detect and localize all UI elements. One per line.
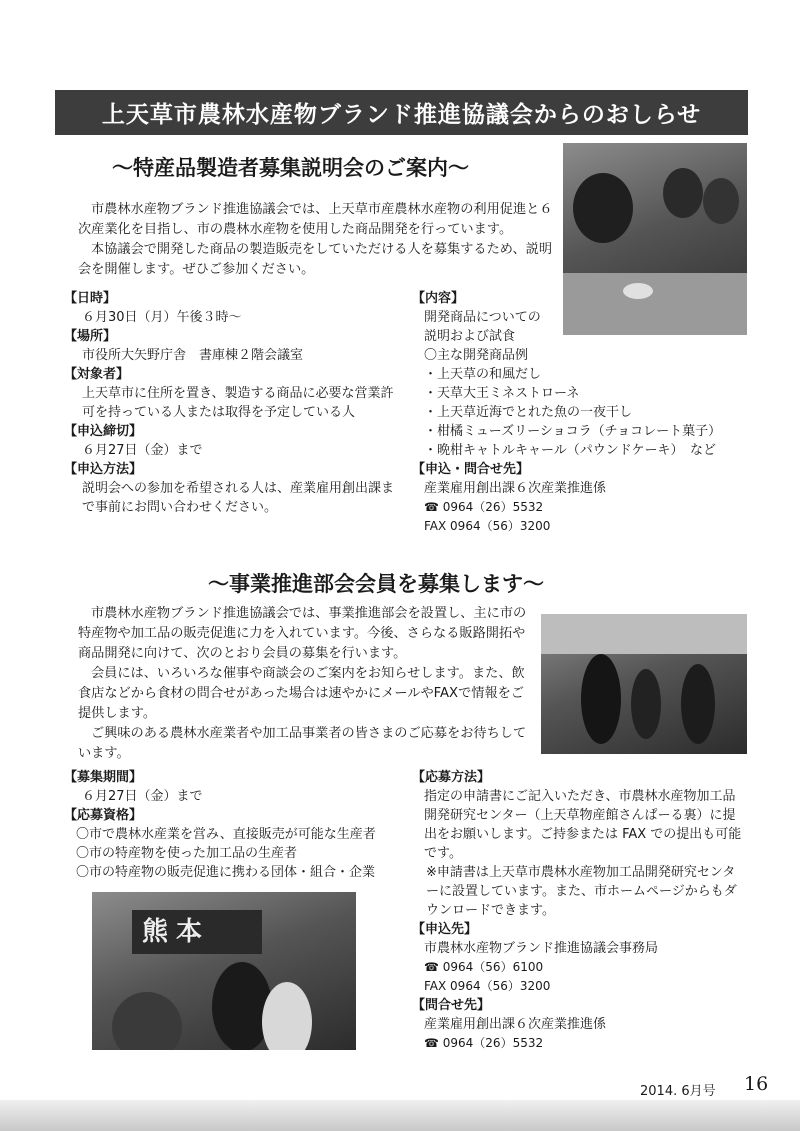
- footer-bar: [0, 1100, 800, 1131]
- section2-right-details: [412, 768, 742, 1053]
- photo-business-meeting: [541, 614, 747, 754]
- section1-intro-p2: 本協議会で開発した商品の製造販売をしていただける人を募集するため、説明会を開催します。ぜひご参加ください。: [78, 242, 553, 277]
- deadline-value: ６月27日（金）まで: [82, 443, 203, 458]
- target-heading: 【対象者】: [64, 367, 130, 382]
- product-item: ・上天草近海でとれた魚の一夜干し: [424, 405, 633, 420]
- content-heading: 【内容】: [412, 291, 465, 306]
- section1-intro-p1: 市農林水産物ブランド推進協議会では、上天草市産農林水産物の利用促進と６次産業化を目指し、市の農林水産物を使用した商品開発を行っています。: [78, 202, 553, 237]
- page-number: 16: [744, 1073, 769, 1095]
- period-value: ６月27日（金）まで: [82, 789, 203, 804]
- deadline-heading: 【申込締切】: [64, 424, 143, 439]
- apply-note: ※申請書は上天草市農林水産物加工品開発研究センターに設置しています。また、市ホームページからもダウンロードできます。: [426, 865, 737, 918]
- qualification-heading: 【応募資格】: [64, 808, 143, 823]
- section1-right-details: [412, 289, 742, 536]
- product-item: ・上天草の和風だし: [424, 367, 542, 382]
- period-heading: 【募集期間】: [64, 770, 143, 785]
- section2-title: ～事業推進部会会員を募集します～: [208, 572, 544, 596]
- inquiry-heading: 【問合せ先】: [412, 998, 491, 1013]
- content-line2: 説明および試食: [424, 329, 516, 344]
- section2-intro-p1: 市農林水産物ブランド推進協議会では、事業推進部会を設置し、主に市の特産物や加工品の販売促進に力を入れています。今後、さらなる販路開拓や商品開発に向けて、次のとおり会員の募集を行います。: [78, 606, 527, 661]
- contact-tel: ☎ 0964（26）5532: [424, 500, 544, 514]
- section1-title: ～特産品製造者募集説明会のご案内～: [112, 156, 469, 180]
- place-value: 市役所大矢野庁舎 書庫棟２階会議室: [82, 348, 304, 363]
- section1-intro: [78, 200, 556, 280]
- qualification-item: 〇市の特産物の販売促進に携わる団体・組合・企業: [76, 865, 376, 880]
- market-sign: 熊本: [132, 910, 262, 954]
- qualification-item: 〇市で農林水産業を営み、直接販売が可能な生産者: [76, 827, 376, 842]
- photo-market-crowd: [92, 892, 356, 1050]
- apply-to-org: 市農林水産物ブランド推進協議会事務局: [424, 941, 659, 956]
- product-item: ・天草大王ミネストローネ: [424, 386, 580, 401]
- product-item: ・柑橘ミューズリーショコラ（チョコレート菓子）: [424, 424, 722, 439]
- inquiry-tel: ☎ 0964（26）5532: [424, 1036, 544, 1050]
- apply-to-fax: FAX 0964（56）3200: [424, 979, 551, 993]
- apply-method-value: 説明会への参加を希望される人は、産業雇用創出課まで事前にお問い合わせください。: [82, 481, 395, 515]
- section1-left-details: [64, 289, 404, 517]
- contact-org: 産業雇用創出課６次産業推進係: [424, 481, 607, 496]
- section2-intro-p3: ご興味のある農林水産業者や加工品事業者の皆さまのご応募をお待ちしています。: [78, 726, 527, 761]
- apply-method2-value: 指定の申請書にご記入いただき、市農林水産物加工品開発研究センター（上天草物産館さんぱーる裏）に提出をお願いします。ご持参または FAX での提出も可能です。: [424, 789, 742, 861]
- header-banner: 上天草市農林水産物ブランド推進協議会からのおしらせ: [55, 90, 748, 135]
- date-heading: 【日時】: [64, 291, 117, 306]
- section2-intro-p2: 会員には、いろいろな催事や商談会のご案内をお知らせします。また、飲食店などから食材の問合せがあった場合は速やかにメールやFAXで情報をご提供します。: [78, 666, 525, 721]
- apply-method-heading: 【申込方法】: [64, 462, 143, 477]
- contact-fax: FAX 0964（56）3200: [424, 519, 551, 533]
- product-item: ・晩柑キャトルキャール（パウンドケーキ） など: [424, 443, 716, 458]
- products-heading: 〇主な開発商品例: [424, 348, 529, 363]
- inquiry-org: 産業雇用創出課６次産業推進係: [424, 1017, 607, 1032]
- target-value: 上天草市に住所を置き、製造する商品に必要な営業許可を持っている人または取得を予定している人: [82, 386, 394, 420]
- date-value: ６月30日（月）午後３時～: [82, 310, 242, 325]
- section2-intro: [78, 604, 530, 764]
- content-line1: 開発商品についての: [424, 310, 541, 325]
- footer-issue-date: 2014. 6月号: [640, 1084, 716, 1099]
- place-heading: 【場所】: [64, 329, 117, 344]
- apply-method2-heading: 【応募方法】: [412, 770, 491, 785]
- apply-to-heading: 【申込先】: [412, 922, 478, 937]
- apply-to-tel: ☎ 0964（56）6100: [424, 960, 544, 974]
- qualification-item: 〇市の特産物を使った加工品の生産者: [76, 846, 298, 861]
- section2-left-details: [64, 768, 404, 882]
- contact-heading: 【申込・問合せ先】: [412, 462, 530, 477]
